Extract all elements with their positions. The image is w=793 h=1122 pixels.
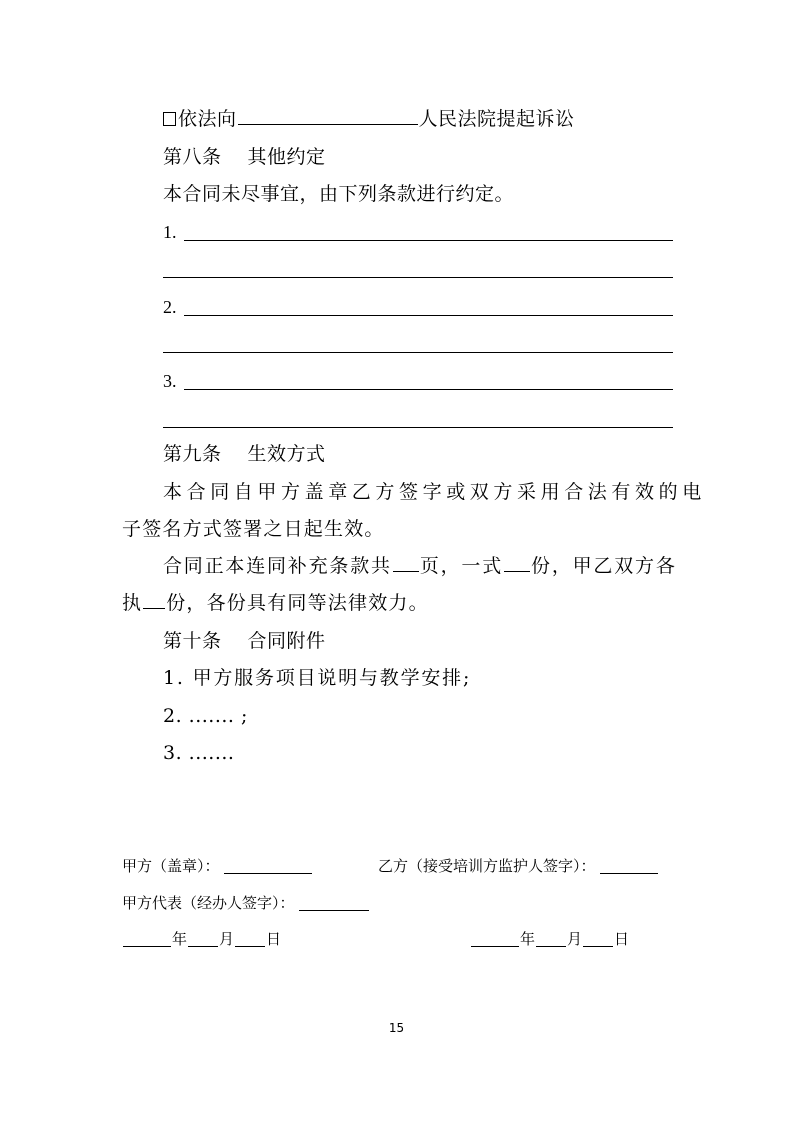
article8-heading-title: 其他约定 (247, 146, 326, 168)
article10-item3: 3. ....... (163, 742, 235, 764)
article10-item2: 2. ....... ; (163, 705, 248, 727)
day-label: 日 (614, 930, 630, 948)
article8-item1-line1[interactable] (184, 240, 673, 241)
party-a-rep-label: 甲方代表（经办人签字）： (122, 894, 295, 912)
dispute-option-suffix: 人民法院提起诉讼 (418, 108, 575, 130)
year-label: 年 (520, 930, 536, 948)
article10-heading-num: 第十条 (163, 630, 222, 652)
article9-heading (163, 441, 326, 467)
party-a-rep-row (122, 893, 370, 913)
party-a-date (122, 929, 281, 949)
party-b-day-blank[interactable] (583, 945, 613, 947)
party-b-year-blank[interactable] (471, 945, 519, 947)
party-a-seal-blank[interactable] (224, 872, 312, 874)
checkbox-icon[interactable] (163, 112, 176, 126)
month-label: 月 (567, 930, 583, 948)
dispute-option-prefix: 依法向 (178, 108, 237, 130)
page-number: 15 (388, 1021, 405, 1035)
day-label: 日 (266, 930, 282, 948)
copy-count-blank[interactable] (504, 570, 530, 572)
article8-item-number: 2. (163, 297, 177, 317)
court-name-blank[interactable] (238, 123, 418, 125)
article9-para1-line2: 子签名方式签署之日起生效。 (122, 518, 385, 540)
party-a-rep-blank[interactable] (299, 909, 369, 911)
article9-para1-line1: 本合同自甲方盖章乙方签字或双方采用合法有效的电 (163, 481, 706, 503)
article9-para2-b: 页，一式 (419, 555, 504, 577)
article9-heading-num: 第九条 (163, 443, 222, 465)
article9-para2-line2 (122, 590, 429, 616)
article8-item1-line2[interactable] (163, 277, 673, 278)
month-label: 月 (219, 930, 235, 948)
article8-item2-line1[interactable] (184, 315, 673, 316)
party-b-date (470, 929, 629, 949)
page-count-blank[interactable] (393, 570, 419, 572)
article9-para2-d: 执 (122, 592, 143, 614)
party-a-month-blank[interactable] (188, 945, 218, 947)
each-copy-blank[interactable] (143, 607, 165, 609)
article9-para2-line1 (163, 553, 677, 579)
party-a-seal-label: 甲方（盖章）： (122, 857, 220, 875)
dispute-option-line (163, 106, 575, 132)
party-b-sign-row (378, 856, 659, 876)
article10-item1: 1. 甲方服务项目说明与教学安排; (163, 667, 472, 689)
year-label: 年 (172, 930, 188, 948)
article9-para2-e: 份，各份具有同等法律效力。 (166, 592, 429, 614)
article8-item3-line1[interactable] (184, 389, 673, 390)
article8-item-number: 3. (163, 371, 177, 391)
party-b-sign-label: 乙方（接受培训方监护人签字）： (378, 857, 596, 875)
article9-para2-c: 份，甲乙双方各 (531, 555, 677, 577)
article10-heading (163, 628, 326, 654)
party-b-sign-blank[interactable] (600, 872, 658, 874)
article8-intro: 本合同未尽事宜，由下列条款进行约定。 (163, 183, 515, 205)
article8-item3-line2[interactable] (163, 427, 673, 428)
article8-heading-num: 第八条 (163, 146, 222, 168)
party-a-year-blank[interactable] (123, 945, 171, 947)
article8-item2-line2[interactable] (163, 352, 673, 353)
article9-para2-a: 合同正本连同补充条款共 (163, 555, 392, 577)
party-b-month-blank[interactable] (536, 945, 566, 947)
article8-item-number: 1. (163, 222, 177, 242)
party-a-day-blank[interactable] (235, 945, 265, 947)
article10-heading-title: 合同附件 (247, 630, 326, 652)
article9-heading-title: 生效方式 (247, 443, 326, 465)
article8-heading (163, 144, 326, 170)
party-a-seal-row (122, 856, 313, 876)
